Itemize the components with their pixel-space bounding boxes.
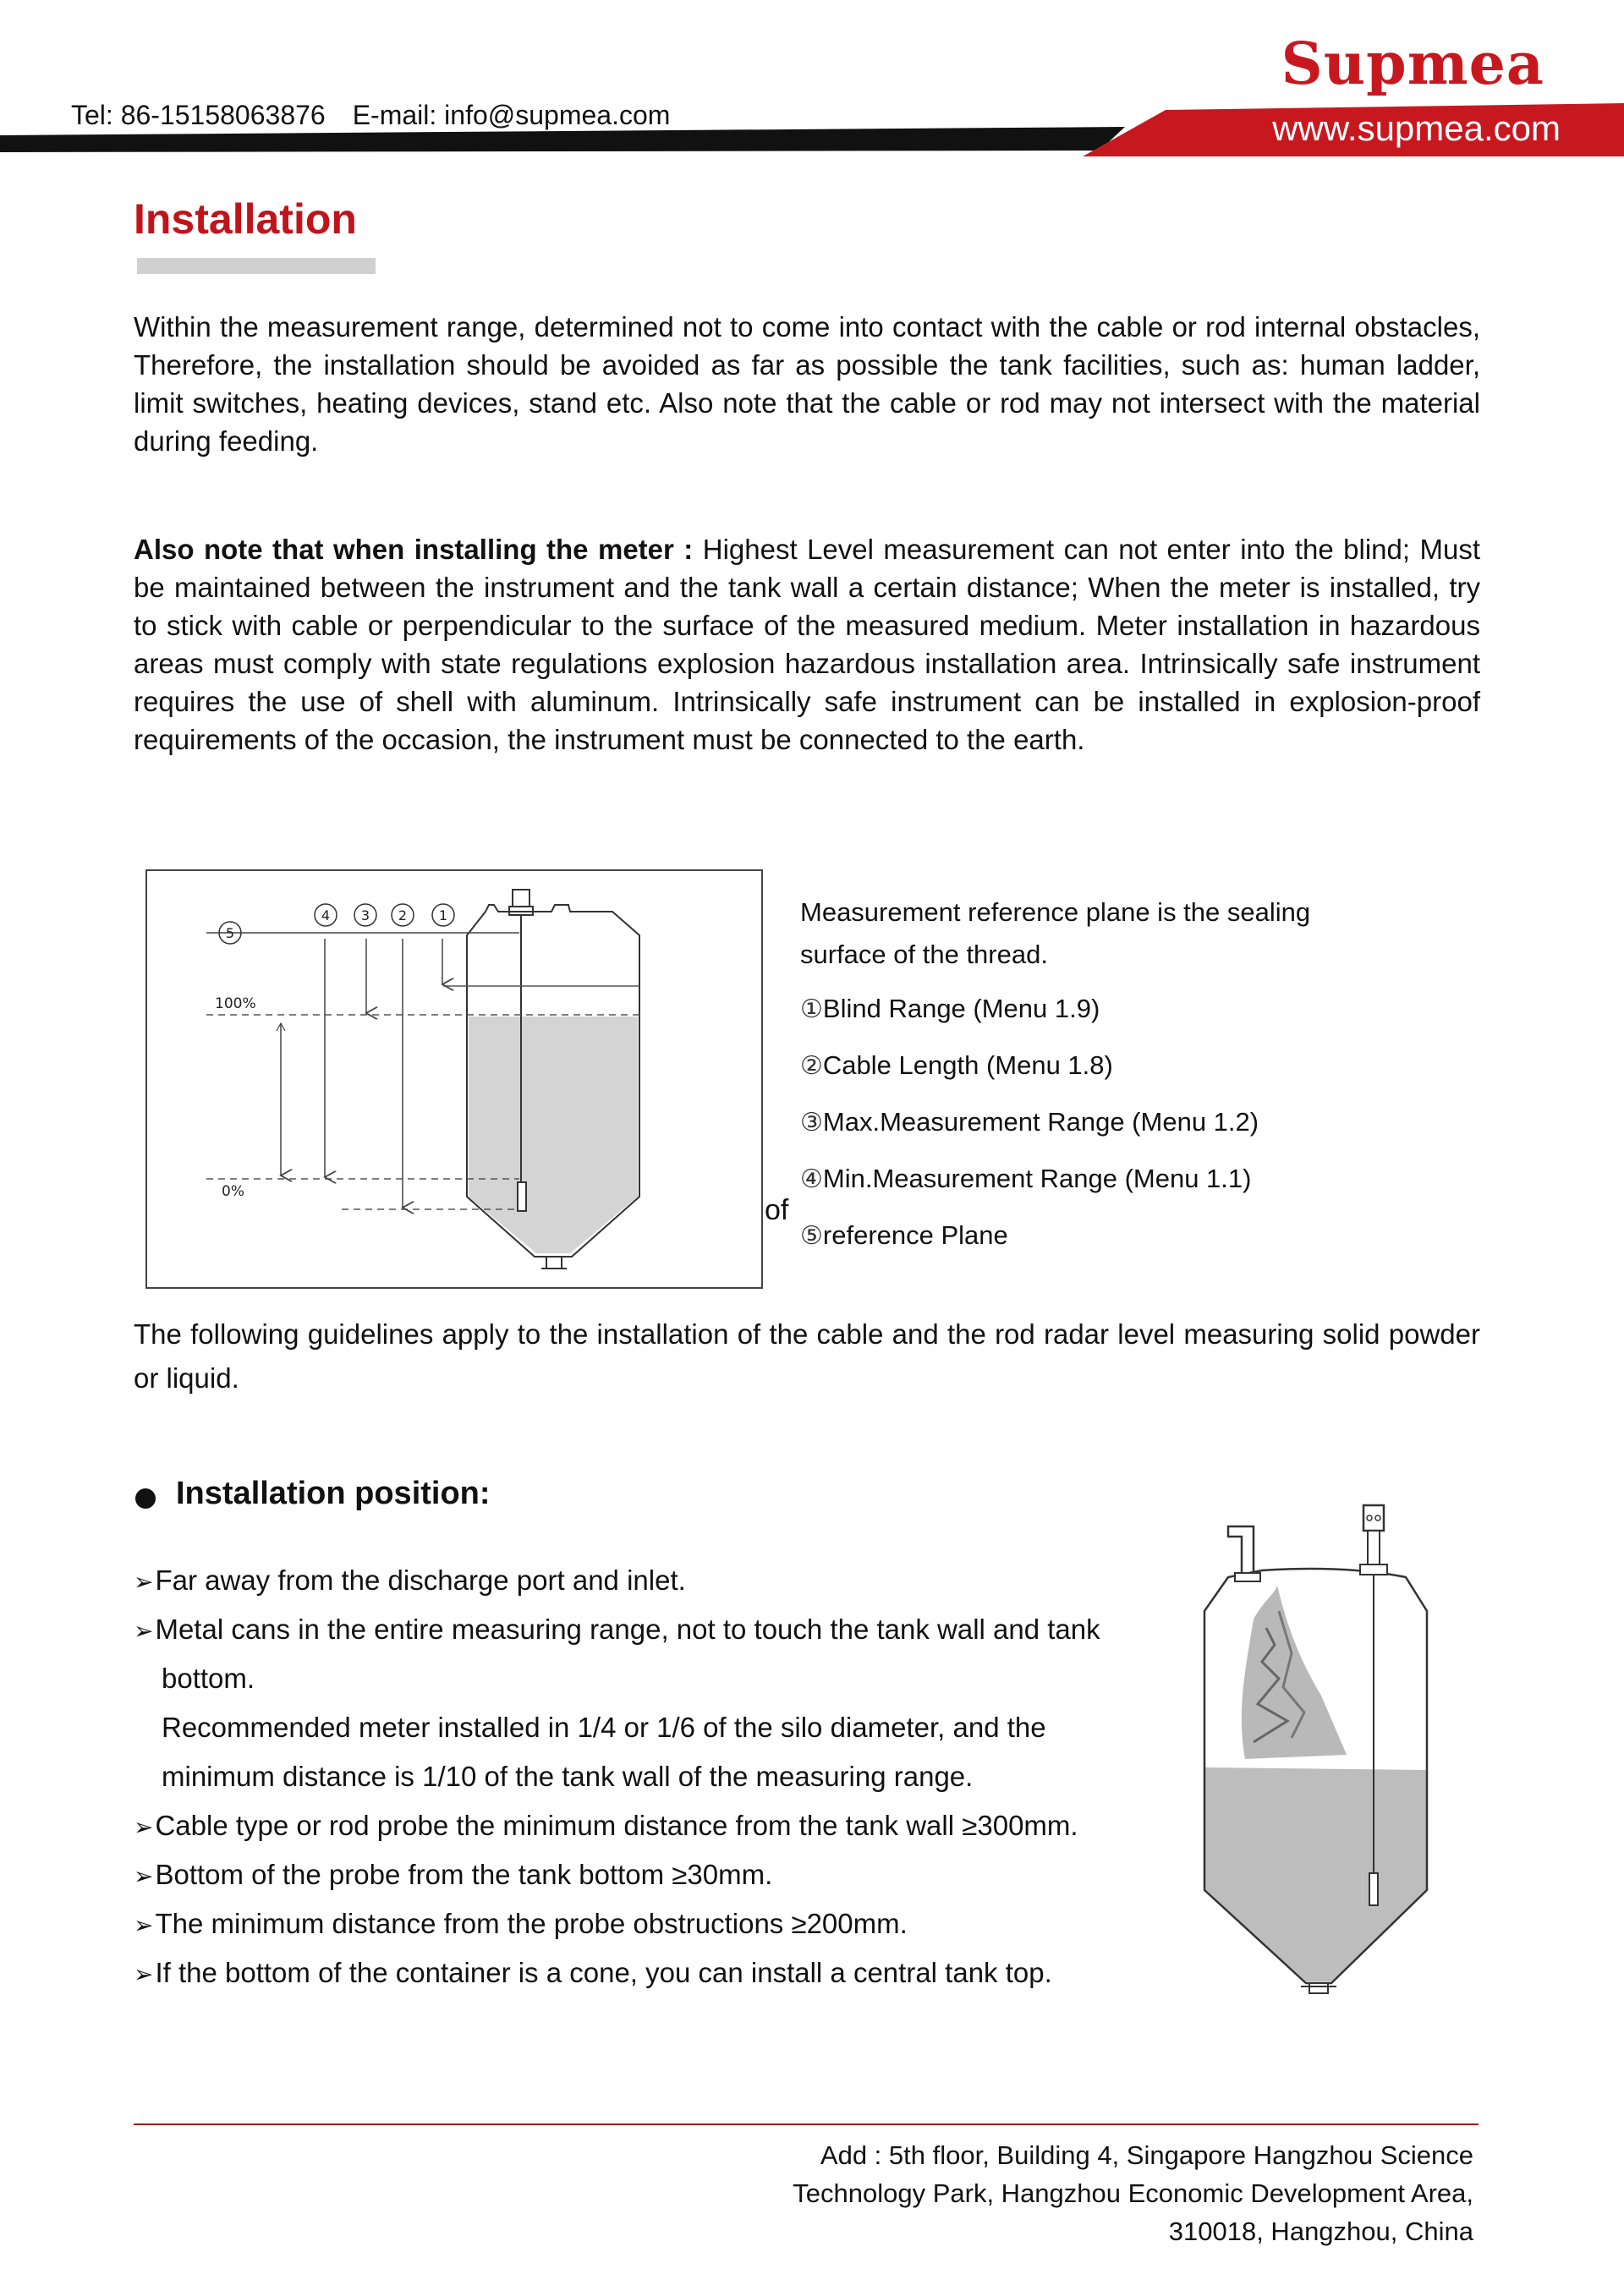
- legend-text: Min.Measurement Range (Menu 1.1): [822, 1164, 1252, 1193]
- email-text: E-mail: info@supmea.com: [352, 100, 671, 130]
- list-item-continuation: [134, 1703, 1182, 1752]
- list-item-text: If the bottom of the container is a cone, you can install a central tank top.: [155, 1957, 1052, 1988]
- radar-instrument-head: [513, 890, 529, 907]
- contact-info: [71, 100, 670, 131]
- legend-number: ②: [800, 1052, 823, 1080]
- svg-text:4: 4: [321, 907, 331, 923]
- installation-position-list: [134, 1556, 1182, 1997]
- legend-text: Cable Length (Menu 1.8): [822, 1050, 1113, 1080]
- legend-number: ③: [800, 1109, 823, 1137]
- legend-item-blind-range: [800, 989, 1358, 1046]
- list-item-text: bottom.: [162, 1663, 255, 1694]
- marker-3: [354, 904, 376, 926]
- list-item-text: minimum distance is 1/10 of the tank wall of the measuring range.: [162, 1761, 974, 1792]
- arrow-bullet-icon: ➢: [134, 1814, 154, 1840]
- arrow-bullet-icon: ➢: [134, 1961, 154, 1987]
- installation-position-heading: Installation position:: [176, 1476, 491, 1511]
- arrow-bullet-icon: ➢: [134, 1912, 154, 1938]
- legend-item-cable-length: [800, 1046, 1358, 1103]
- legend-text: reference Plane: [822, 1220, 1008, 1250]
- footer-address: [793, 2136, 1473, 2250]
- measurement-diagram: [145, 869, 763, 1289]
- list-item-text: The minimum distance from the probe obstructions ≥200mm.: [155, 1908, 908, 1939]
- list-item-text: Metal cans in the entire measuring range, not to touch the tank wall and tank: [155, 1614, 1100, 1645]
- arrow-bullet-icon: ➢: [134, 1569, 154, 1595]
- arrow-bullet-icon: ➢: [134, 1618, 154, 1644]
- arrow-bullet-icon: ➢: [134, 1863, 154, 1889]
- list-item-continuation: [134, 1654, 1182, 1703]
- label-0-percent: 0%: [222, 1183, 244, 1200]
- legend-number: ⑤: [800, 1222, 823, 1250]
- legend-text: Blind Range (Menu 1.9): [822, 994, 1100, 1023]
- tel-text: Tel: 86-15158063876: [71, 100, 326, 130]
- measurement-diagram-svg: [147, 871, 761, 1287]
- legend-item-max-range: [800, 1103, 1358, 1159]
- marker-4: [315, 904, 337, 926]
- legend-intro: [800, 891, 1358, 976]
- list-item: [134, 1899, 1182, 1948]
- silo-probe-weight: [1369, 1873, 1378, 1905]
- page-title: Installation: [134, 195, 357, 243]
- list-item: [134, 1556, 1182, 1605]
- legend-number: ①: [800, 995, 823, 1023]
- svg-text:5: 5: [225, 925, 235, 941]
- silo-installation-diagram: [1194, 1501, 1448, 2008]
- probe-weight: [518, 1182, 526, 1211]
- website-link[interactable]: www.supmea.com: [1272, 108, 1561, 148]
- stray-text-fragment: of: [765, 1194, 789, 1226]
- tank-outlet: [546, 1257, 562, 1269]
- list-item-text: Cable type or rod probe the minimum distance from the tank wall ≥300mm.: [155, 1810, 1078, 1841]
- list-item-text: Recommended meter installed in 1/4 or 1/6 of the silo diameter, and the: [162, 1712, 1046, 1743]
- list-item-continuation: [134, 1752, 1182, 1801]
- marker-2: [392, 904, 414, 926]
- address-line-1: Add : 5th floor, Building 4, Singapore Hangzhou Science: [820, 2140, 1473, 2170]
- list-item-text: Bottom of the probe from the tank bottom ≥30mm.: [155, 1859, 773, 1890]
- svg-text:3: 3: [360, 907, 370, 923]
- guidelines-paragraph: The following guidelines apply to the installation of the cable and the rod radar level measuring solid powder or liquid.: [134, 1318, 1480, 1394]
- brand-logo: Supmea: [1281, 30, 1544, 98]
- silo-outlet: [1309, 1983, 1328, 1993]
- legend-text: Max.Measurement Range (Menu 1.2): [822, 1107, 1259, 1137]
- svg-text:2: 2: [398, 907, 408, 923]
- title-underline-bar: [137, 258, 376, 274]
- intro-paragraph: Within the measurement range, determined not to come into contact with the cable or rod internal obstacles, Therefore, the installation should be avoided as far as possible the tank facilities, such as: human ladder, limit switches, heating devices, stand etc. Also note that the cable or rod may not intersect with the material during feeding.: [134, 311, 1480, 457]
- installation-note-paragraph: [134, 530, 1480, 759]
- note-bold-lead: Also note that when installing the meter :: [134, 534, 694, 565]
- legend-item-min-range: [800, 1159, 1358, 1216]
- diagram-legend: [800, 891, 1358, 1273]
- legend-intro-line2: surface of the thread.: [800, 940, 1048, 969]
- list-item-text: Far away from the discharge port and inlet.: [155, 1564, 686, 1596]
- legend-number: ④: [800, 1165, 823, 1193]
- address-line-3: 310018, Hangzhou, China: [1168, 2217, 1473, 2246]
- legend-intro-line1: Measurement reference plane is the sealing: [800, 897, 1311, 927]
- list-item: [134, 1801, 1182, 1850]
- list-item: [134, 1948, 1182, 1997]
- inlet-pipe: [1228, 1526, 1254, 1573]
- marker-1: [432, 904, 454, 926]
- svg-text:1: 1: [438, 907, 448, 923]
- address-line-2: Technology Park, Hangzhou Economic Development Area,: [793, 2178, 1473, 2208]
- bullet-dot-icon: [135, 1488, 156, 1509]
- list-item: [134, 1850, 1182, 1899]
- list-item: [134, 1605, 1182, 1654]
- label-100-percent: 100%: [215, 995, 256, 1012]
- legend-item-reference-plane: [800, 1216, 1358, 1273]
- tank-liquid: [469, 1016, 638, 1253]
- footer-divider: [134, 2123, 1479, 2125]
- note-body: Highest Level measurement can not enter into the blind; Must be maintained between the instrument and the tank wall a certain distance; When the meter is installed, try to stick with cable or perpendicular to the surface of the measured medium. Meter installation in hazardous areas must comply with state regulations explosion hazardous installation area. Intrinsically safe instrument requires the use of shell with aluminum. Intrinsically safe instrument can be installed in explosion-proof requirements of the occasion, the instrument must be connected to the earth.: [134, 534, 1481, 755]
- silo-solid-material: [1204, 1767, 1427, 1981]
